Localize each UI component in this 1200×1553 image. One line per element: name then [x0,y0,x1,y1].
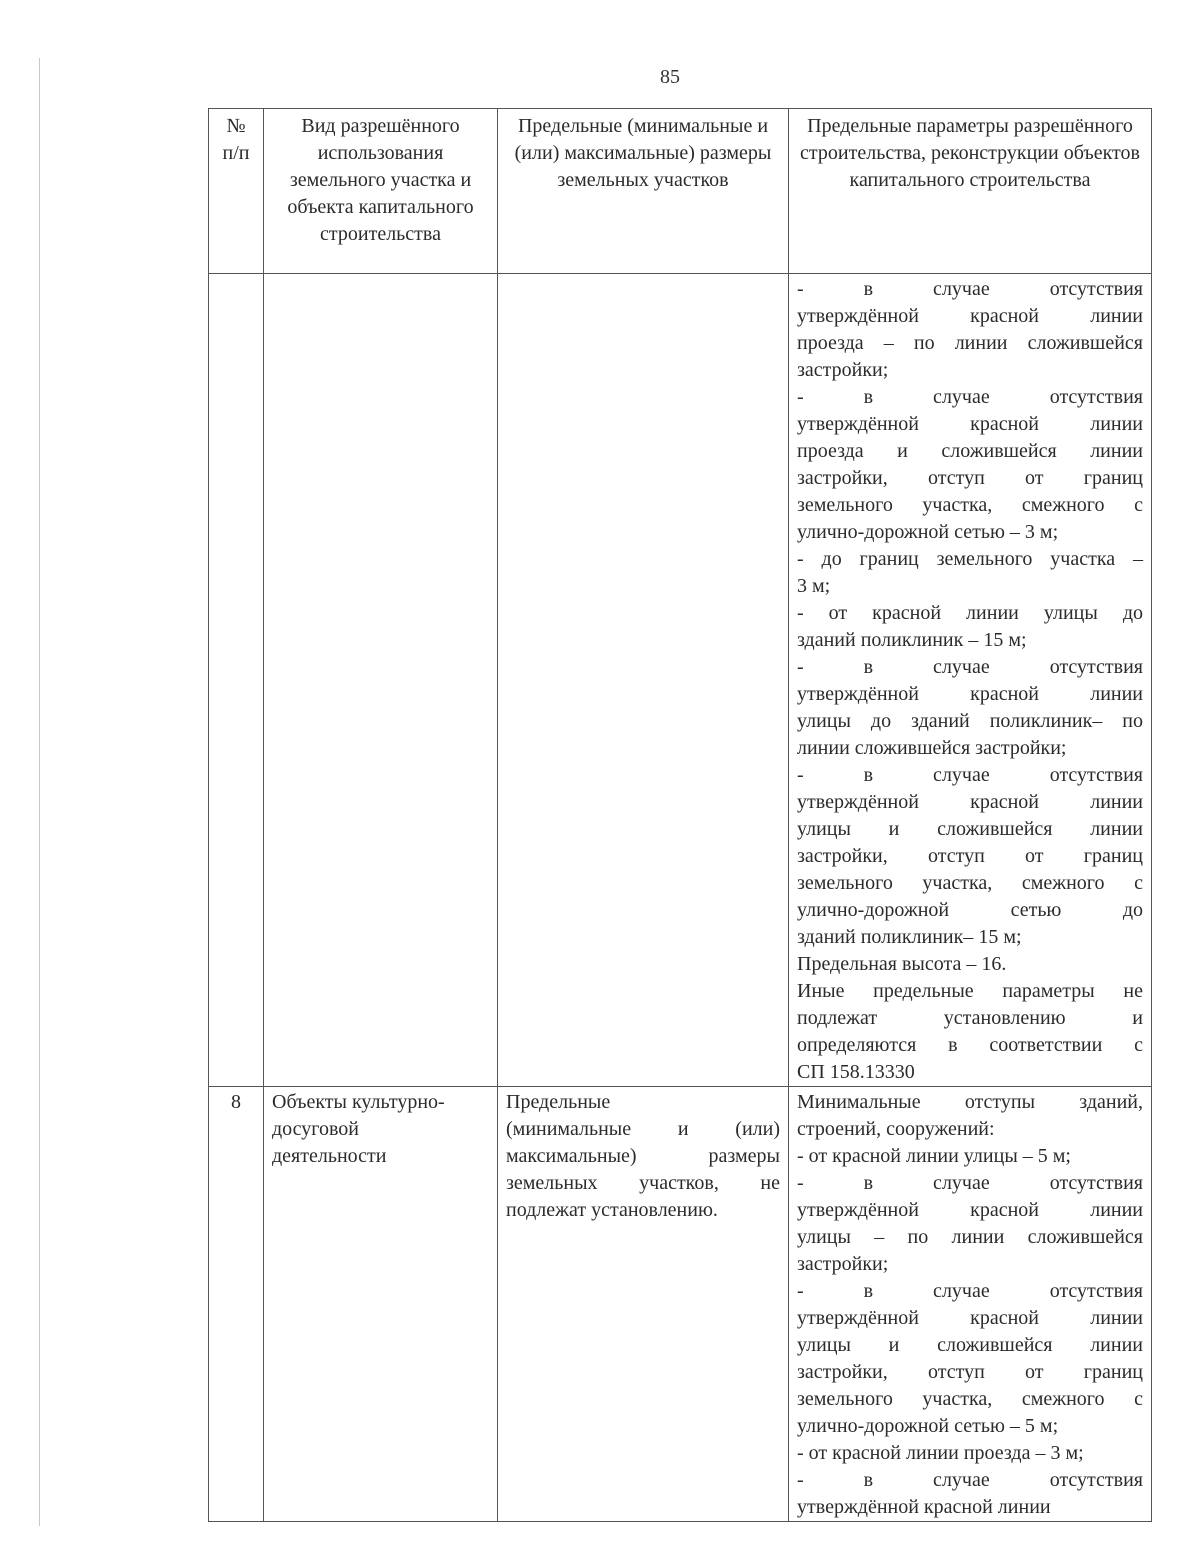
text-line: улично-дорожной сетью до [797,899,1143,921]
text-line: улицы до зданий поликлиник– по [797,710,1143,732]
cell-build-params [789,1087,1152,1522]
text-line: застройки; [797,1253,889,1275]
text-line: застройки; [797,359,889,381]
text-line: земельного участка, смежного с [797,872,1143,894]
text-line: СП 158.13330 [797,1061,915,1083]
text-line: - в случае отсутствия [797,386,1143,408]
header-build-params: Предельные параметры разрешённого строительства, реконструкции объектов капитального строительства [789,109,1152,274]
text-line: улицы – по линии сложившейся [797,1226,1143,1248]
text-line: - в случае отсутствия [797,764,1143,786]
text-line: зданий поликлиник– 15 м; [797,926,1022,948]
text-line: - от красной линии улицы – 5 м; [797,1145,1071,1167]
text-line: подлежат установлению и [797,1007,1143,1029]
zoning-parameters-table [208,108,1152,1522]
text-line: земельных участков, не [506,1172,780,1194]
header-plot-size: Предельные (минимальные и (или) максимальные) размеры земельных участков [498,109,789,274]
header-number: № п/п [209,109,264,274]
cell-number [209,274,264,1087]
text-line: - в случае отсутствия [797,278,1143,300]
cell-use-type [264,1087,498,1522]
text-line: досуговой [272,1118,360,1140]
text-line: определяются в соответствии с [797,1034,1143,1056]
text-line: застройки, отступ от границ [797,467,1143,489]
text-line: застройки, отступ от границ [797,845,1143,867]
text-line: зданий поликлиник – 15 м; [797,629,1027,651]
text-line: - в случае отсутствия [797,656,1143,678]
text-line: утверждённой красной линии [797,305,1143,327]
text-line: утверждённой красной линии [797,1496,1051,1518]
text-line: утверждённой красной линии [797,683,1143,705]
page-margin-line [39,58,40,1526]
text-line: максимальные) размеры [506,1145,780,1167]
text-line: (минимальные и (или) [506,1118,780,1140]
text-line: подлежат установлению. [506,1199,718,1221]
table-row-8 [209,1087,1152,1522]
text-line: утверждённой красной линии [797,791,1143,813]
text-line: Минимальные отступы зданий, [797,1091,1143,1113]
text-line: - от красной линии проезда – 3 м; [797,1442,1084,1464]
table-header-row [209,109,1152,274]
text-line: утверждённой красной линии [797,1199,1143,1221]
cell-use-type [264,274,498,1087]
text-line: улицы и сложившейся линии [797,1334,1143,1356]
header-use-type: Вид разрешённого использования земельного участка и объекта капитального строительства [264,109,498,274]
text-line: застройки, отступ от границ [797,1361,1143,1383]
text-line: утверждённой красной линии [797,1307,1143,1329]
text-line: - в случае отсутствия [797,1172,1143,1194]
text-line: Объекты культурно- [272,1091,445,1113]
cell-build-params [789,274,1152,1087]
text-line: - до границ земельного участка – [797,548,1143,570]
page-number: 85 [660,66,680,88]
text-line: строений, сооружений: [797,1118,995,1140]
table-row-continuation [209,274,1152,1087]
text-line: - от красной линии улицы до [797,602,1143,624]
text-line: улично-дорожной сетью – 3 м; [797,521,1059,543]
text-line: деятельности [272,1145,387,1167]
cell-plot-size [498,274,789,1087]
text-line: Иные предельные параметры не [797,980,1143,1002]
text-line: Предельная высота – 16. [797,953,1007,975]
text-line: улицы и сложившейся линии [797,818,1143,840]
text-line: 3 м; [797,575,831,597]
text-line: земельного участка, смежного с [797,494,1143,516]
text-line: улично-дорожной сетью – 5 м; [797,1415,1059,1437]
text-line: утверждённой красной линии [797,413,1143,435]
text-line: - в случае отсутствия [797,1469,1143,1491]
text-line: земельного участка, смежного с [797,1388,1143,1410]
cell-number: 8 [209,1087,264,1522]
text-line: линии сложившейся застройки; [797,737,1067,759]
cell-plot-size [498,1087,789,1522]
text-line: проезда и сложившейся линии [797,440,1143,462]
text-line: - в случае отсутствия [797,1280,1143,1302]
text-line: Предельные [506,1091,611,1113]
text-line: проезда – по линии сложившейся [797,332,1143,354]
